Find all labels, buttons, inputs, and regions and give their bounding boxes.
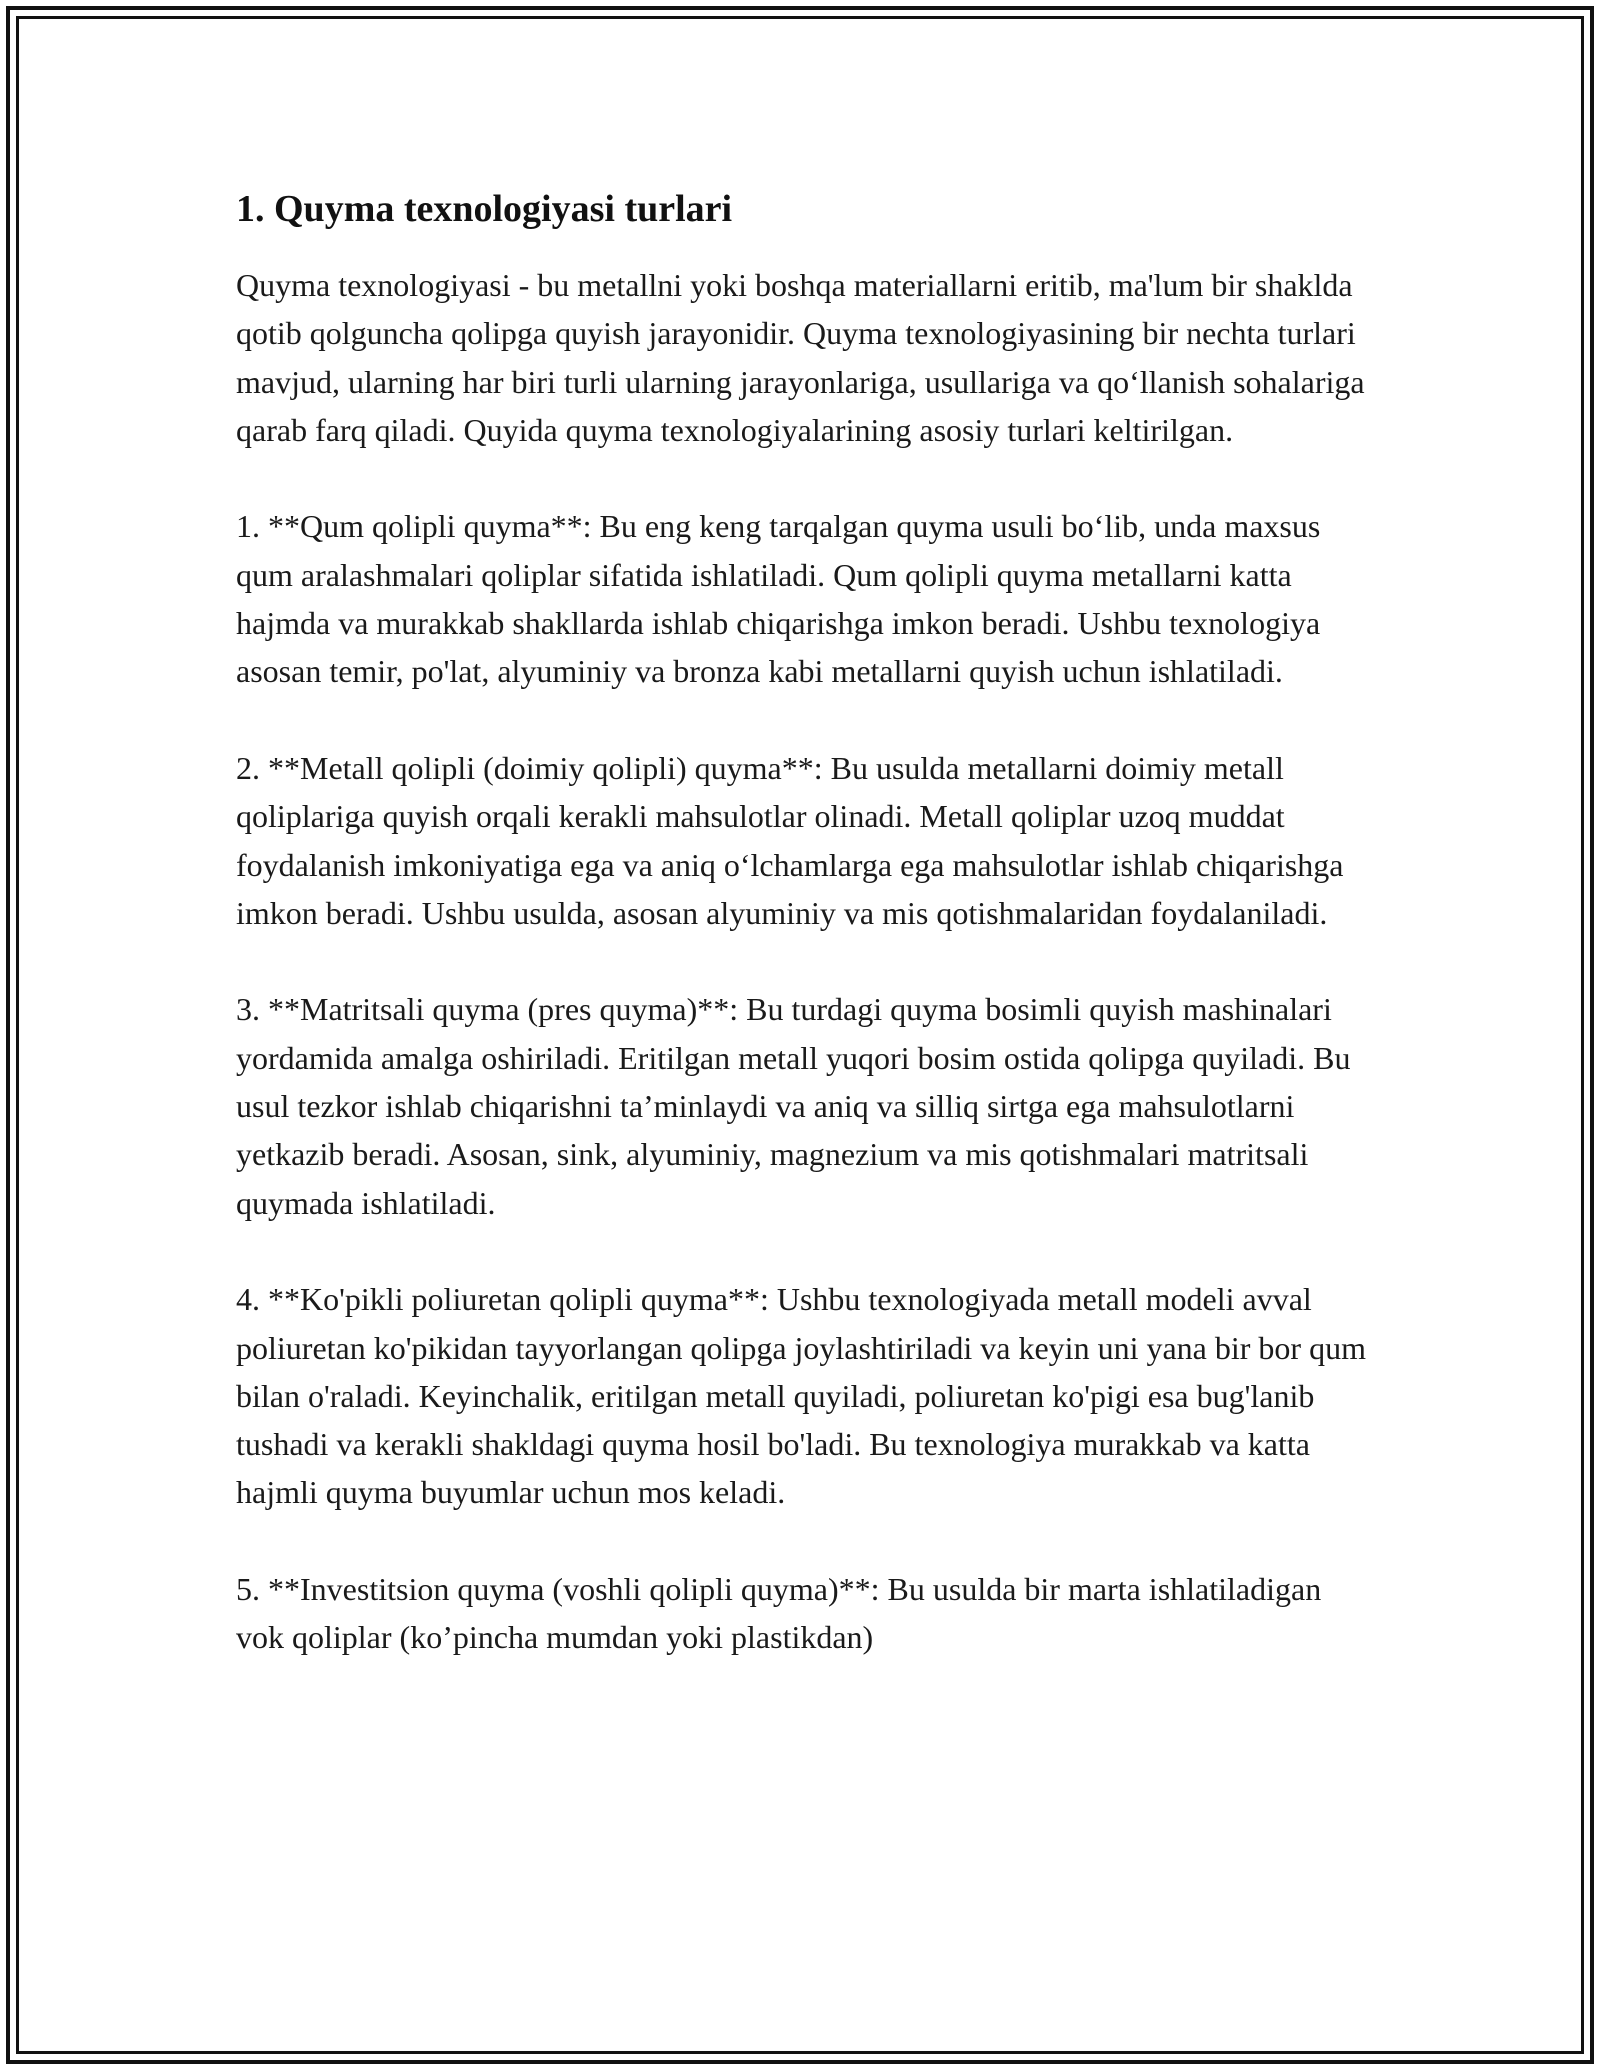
list-item-permanent-mold: 2. **Metall qolipli (doimiy qolipli) quyma**: Bu usulda metallarni doimiy metall qoliplariga quyish orqali kerakli mahsulotlar olinadi. Metall qoliplar uzoq muddat foydalanish imkoniyatiga ega va aniq o‘lchamlarga ega mahsulotlar ishlab chiqarishga imkon beradi. Ushbu usulda, asosan alyuminiy va mis qotishmalaridan foydalaniladi. bbox=[236, 749, 1344, 931]
list-item-sand-casting: 1. **Qum qolipli quyma**: Bu eng keng tarqalgan quyma usuli bo‘lib, unda maxsus qum aralashmalari qoliplar sifatida ishlatiladi. Qum qolipli quyma metallarni katta hajmda va murakkab shakllarda ishlab chiqarishga imkon beradi. Ushbu texnologiya asosan temir, po'lat, alyuminiy va bronza kabi metallarni quyish uchun ishlatiladi. bbox=[236, 508, 1321, 690]
document-body bbox=[236, 185, 1376, 1662]
intro-paragraph: Quyma texnologiyasi - bu metallni yoki boshqa materiallarni eritib, ma'lum bir shaklda qotib qolguncha qolipga quyish jarayonidir. Quyma texnologiyasining bir nechta turlari mavjud, ularning har biri turli ularning jarayonlariga, usullariga va qo‘llanish sohalariga qarab farq qiladi. Quyida quyma texnologiyalarining asosiy turlari keltirilgan. bbox=[236, 267, 1365, 448]
list-item-die-casting: 3. **Matritsali quyma (pres quyma)**: Bu turdagi quyma bosimli quyish mashinalari yordamida amalga oshiriladi. Eritilgan metall yuqori bosim ostida qolipga quyiladi. Bu usul tezkor ishlab chiqarishni ta’minlaydi va aniq va silliq sirtga ega mahsulotlarni yetkazib beradi. Asosan, sink, alyuminiy, magnezium va mis qotishmalari matritsali quymada ishlatiladi. bbox=[236, 991, 1351, 1221]
document-title: 1. Quyma texnologiyasi turlari bbox=[236, 188, 733, 230]
list-item-lost-foam: 4. **Ko'pikli poliuretan qolipli quyma**: Ushbu texnologiyada metall modeli avval poliuretan ko'pikidan tayyorlangan qolipga joylashtiriladi va keyin uni yana bir bor qum bilan o'raladi. Keyinchalik, eritilgan metall quyiladi, poliuretan ko'pigi esa bug'lanib tushadi va kerakli shakldagi quyma hosil bo'ladi. Bu texnologiya murakkab va katta hajmli quyma buyumlar uchun mos keladi. bbox=[236, 1281, 1366, 1511]
list-item-investment-casting: 5. **Investitsion quyma (voshli qolipli quyma)**: Bu usulda bir marta ishlatiladigan vok qoliplar (ko’pincha mumdan yoki plastikdan) bbox=[236, 1571, 1322, 1656]
